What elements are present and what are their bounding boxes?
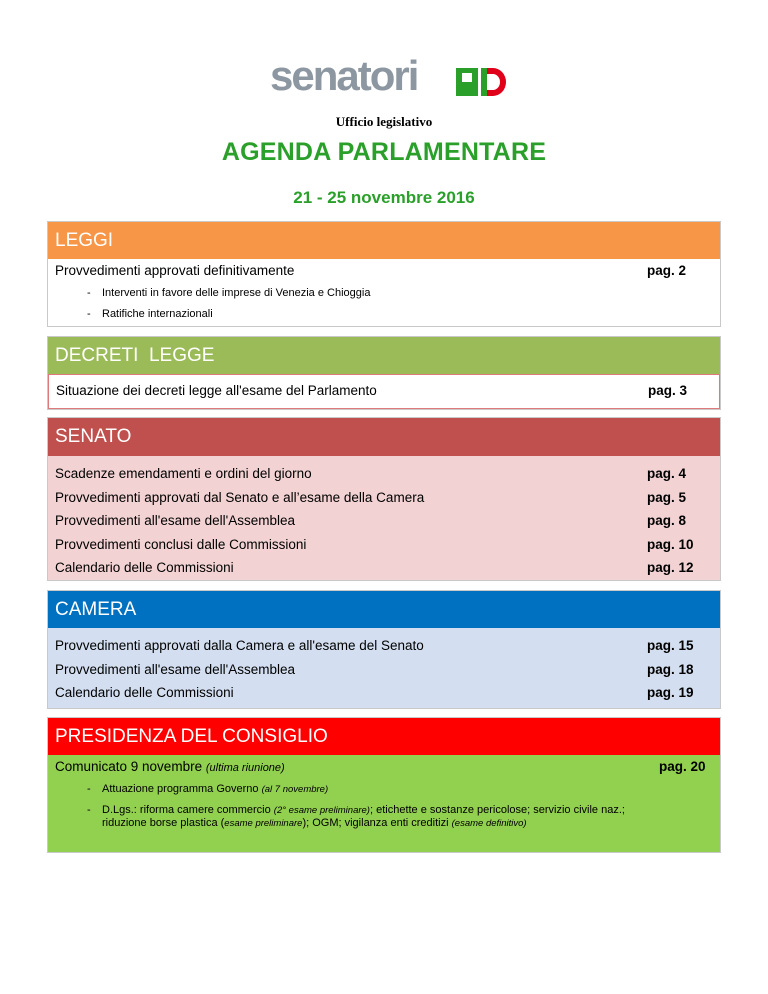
toc-row[interactable] bbox=[48, 462, 720, 486]
toc-page: pag. 20 bbox=[659, 759, 706, 774]
toc-page: pag. 3 bbox=[648, 383, 688, 398]
toc-row[interactable] bbox=[48, 658, 720, 682]
toc-label: Provvedimenti all'esame dell'Assemblea bbox=[55, 661, 296, 677]
toc-label: Calendario delle Commissioni bbox=[55, 685, 234, 700]
section-presidenza bbox=[47, 717, 721, 853]
toc-label: Provvedimenti approvati dal Senato e all’esame della Camera bbox=[55, 489, 425, 505]
section-decreti-legge bbox=[47, 336, 721, 410]
pd-logo-icon bbox=[456, 68, 506, 96]
toc-page: pag. 10 bbox=[647, 536, 694, 552]
toc-row[interactable] bbox=[48, 533, 720, 557]
toc-label: Provvedimenti conclusi dalle Commissioni bbox=[55, 536, 307, 552]
section-leggi bbox=[47, 221, 721, 327]
toc-page: pag. 8 bbox=[647, 513, 687, 528]
logo-wordmark: senatori bbox=[270, 52, 418, 99]
toc-label: Scadenze emendamenti e ordini del giorno bbox=[55, 466, 312, 481]
toc-page: pag. 12 bbox=[647, 560, 694, 575]
toc-subitem: - Attuazione programma Governo (al 7 novembre) bbox=[87, 782, 329, 795]
toc-row[interactable] bbox=[48, 681, 720, 705]
toc-page: pag. 4 bbox=[647, 466, 687, 481]
toc-page: pag. 2 bbox=[647, 263, 687, 278]
toc-label: Provvedimenti all'esame dell'Assemblea bbox=[55, 513, 296, 528]
toc-label: Calendario delle Commissioni bbox=[55, 560, 234, 575]
office-label: Ufficio legislativo bbox=[335, 114, 433, 129]
section-presidenza-title: PRESIDENZA DEL CONSIGLIO bbox=[48, 718, 720, 755]
section-decreti-title: DECRETI LEGGE bbox=[48, 337, 720, 374]
section-senato-title: SENATO bbox=[48, 418, 720, 456]
page-title: AGENDA PARLAMENTARE bbox=[221, 138, 547, 166]
toc-row[interactable] bbox=[48, 634, 720, 658]
section-leggi-title: LEGGI bbox=[48, 222, 720, 259]
toc-subitem: - Ratifiche internazionali bbox=[87, 307, 213, 320]
toc-row[interactable] bbox=[49, 379, 719, 403]
toc-subitem: - D.Lgs.: riforma camere commercio (2° esame preliminare); etichette e sostanze pericolose; servizio civile naz.; riduzione borse plastica (esame preliminare); OGM; vigilanza enti creditizi (esame definitivo) bbox=[87, 803, 625, 829]
toc-label: Provvedimenti approvati dalla Camera e all'esame del Senato bbox=[55, 638, 424, 653]
toc-page: pag. 18 bbox=[647, 661, 694, 677]
toc-label: Situazione dei decreti legge all'esame del Parlamento bbox=[56, 383, 377, 398]
toc-page: pag. 19 bbox=[647, 685, 694, 700]
date-range: 21 - 25 novembre 2016 bbox=[293, 188, 475, 207]
toc-page: pag. 5 bbox=[647, 489, 687, 505]
section-camera bbox=[47, 590, 721, 709]
toc-label: Provvedimenti approvati definitivamente bbox=[55, 263, 295, 278]
toc-row[interactable] bbox=[48, 755, 720, 779]
toc-row[interactable] bbox=[48, 486, 720, 510]
toc-row[interactable] bbox=[48, 259, 720, 283]
toc-row[interactable] bbox=[48, 556, 720, 580]
toc-row[interactable] bbox=[48, 509, 720, 533]
section-camera-title: CAMERA bbox=[48, 591, 720, 628]
toc-label: Comunicato 9 novembre (ultima riunione) bbox=[55, 759, 285, 774]
toc-subitem: - Interventi in favore delle imprese di Venezia e Chioggia bbox=[87, 286, 371, 299]
toc-page: pag. 15 bbox=[647, 638, 694, 653]
section-senato bbox=[47, 417, 721, 581]
